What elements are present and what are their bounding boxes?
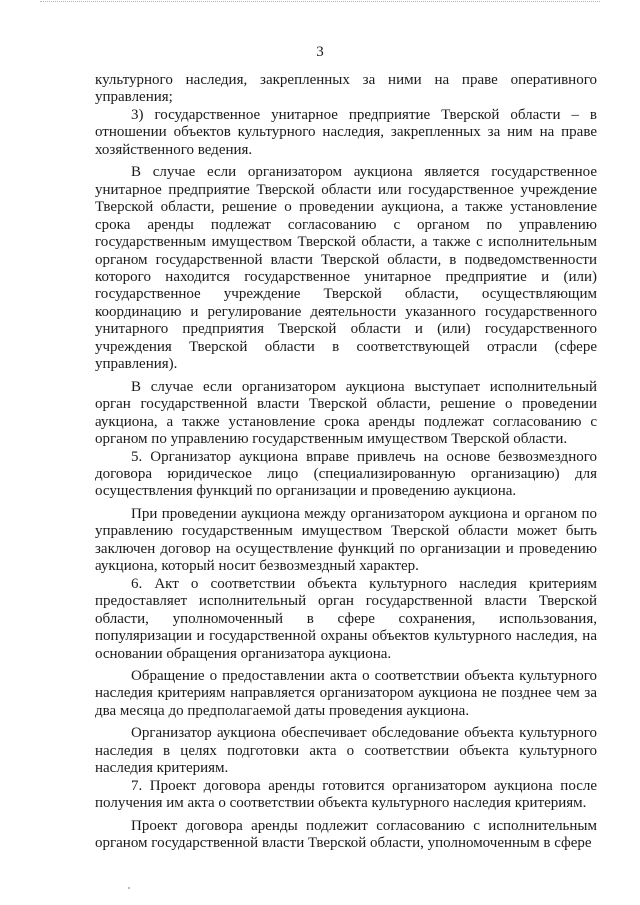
paragraph-inspection: Организатор аукциона обеспечивает обследование объекта культурного наследия в целях подготовки акта о соответствии объекта культурного наследия критериям. — [95, 725, 597, 777]
page-number: 3 — [316, 44, 324, 60]
paragraph-draft-approval: Проект договора аренды подлежит согласованию с исполнительным органом государственной власти Тверской области, уполномоченным в сфере — [95, 817, 597, 852]
paragraph-contract: При проведении аукциона между организатором аукциона и органом по управлению государственным имуществом Тверской области может быть заключен договор на осуществление функций по организации и проведению аукциона, который носит безвозмездный характер. — [95, 505, 597, 575]
paragraph-approval-unitary: В случае если организатором аукциона является государственное унитарное предприятие Тверской области или государственное учреждение Тверской области, решение о проведении аукциона, а также установление срока аренды подлежат согласованию с органом по управлению государственным имуществом Тверской области, а также с исполнительным органом государственной власти Тверской области, в подведомственности которого находится государственное унитарное предприятие и (или) государственное учреждение Тверской области, осуществляющим координацию и регулирование деятельности указанного государственного унитарного предприятия Тверской области и (или) государственного учреждения Тверской области в соответствующей отрасли (сфере управления). — [95, 164, 597, 373]
scan-speck — [128, 887, 130, 889]
paragraph-item-6: 6. Акт о соответствии объекта культурного наследия критериям предоставляет исполнительный орган государственной власти Тверской области, уполномоченный в сфере сохранения, использования, популяризации и государственной охраны объектов культурного наследия, на основании обращения организатора аукциона. — [95, 575, 597, 662]
paragraph-item-3: 3) государственное унитарное предприятие Тверской области – в отношении объектов культурного наследия, закрепленных за ним на праве хозяйственного ведения. — [95, 106, 597, 158]
paragraph-item-5: 5. Организатор аукциона вправе привлечь на основе безвозмездного договора юридическое лицо (специализированную организацию) для осуществления функций по организации и проведению аукциона. — [95, 448, 597, 500]
paragraph-approval-executive: В случае если организатором аукциона выступает исполнительный орган государственной власти Тверской области, решение о проведении аукциона, а также установление срока аренды подлежат согласованию с органом по управлению государственным имуществом Тверской области. — [95, 378, 597, 448]
paragraph-continuation: культурного наследия, закрепленных за ними на праве оперативного управления; — [95, 72, 597, 106]
paragraph-request-deadline: Обращение о предоставлении акта о соответствии объекта культурного наследия критериям направляется организатором аукциона не позднее чем за два месяца до предполагаемой даты проведения аукциона. — [95, 667, 597, 719]
document-body — [95, 72, 597, 852]
paragraph-item-7: 7. Проект договора аренды готовится организатором аукциона после получения им акта о соответствии объекта культурного наследия критериям. — [95, 777, 597, 812]
